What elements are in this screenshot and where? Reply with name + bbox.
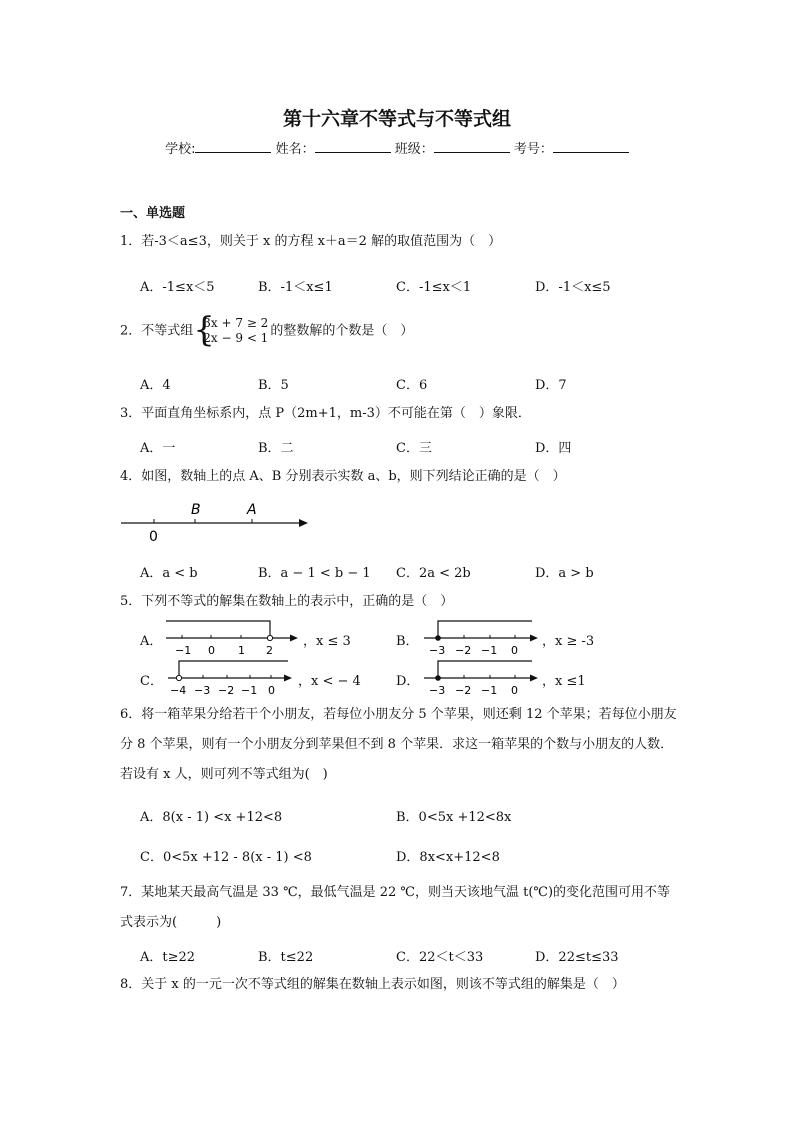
q3-option-d[interactable]: D．四	[535, 441, 572, 456]
q5-option-a-letter[interactable]: A．	[140, 634, 163, 649]
question-7: 7．某地某天最高气温是 33 ℃，最低气温是 22 ℃，则当天该地气温 t(℃)的变化范围可用不等式表示为( )	[120, 885, 671, 930]
q5b-solution-bracket	[438, 621, 532, 638]
q5d-closed-dot	[435, 675, 441, 681]
q5b-closed-dot	[435, 635, 441, 641]
q2-prefix: 2．不等式组	[120, 323, 194, 339]
q4-option-a[interactable]: A．a < b	[140, 566, 198, 581]
q2-option-d[interactable]: D．7	[535, 378, 567, 393]
q7-option-a[interactable]: A．t≥22	[140, 950, 196, 965]
q5d-tick-label: 0	[511, 684, 518, 697]
q6-option-a[interactable]: A．8(x - 1) <x +12<8	[140, 810, 283, 825]
q7-option-c[interactable]: C．22＜t＜33	[396, 950, 484, 965]
q5-option-c-inequality: ，x < − 4	[298, 674, 361, 689]
q4-number-line	[118, 498, 314, 546]
q5d-tick-label: −3	[429, 684, 446, 697]
q5-option-b-number-line[interactable]	[420, 617, 544, 657]
q5d-solution-bracket	[438, 661, 532, 678]
question-5: 5．下列不等式的解集在数轴上的表示中，正确的是（ ）	[120, 594, 454, 609]
q5c-solution-bracket	[179, 661, 288, 678]
class-blank[interactable]	[434, 140, 510, 153]
student-info-line	[0, 138, 794, 157]
q3-option-c[interactable]: C．三	[396, 441, 432, 456]
name-blank[interactable]	[315, 140, 391, 153]
section-heading: 一、单选题	[120, 206, 186, 221]
q5b-tick-label: 0	[511, 644, 518, 657]
q5c-open-dot	[176, 675, 181, 680]
q5a-open-dot	[267, 635, 272, 640]
q5-option-c-number-line[interactable]	[164, 657, 298, 697]
q5d-tick-label: −1	[481, 684, 498, 697]
q4-option-b[interactable]: B．a − 1 < b − 1	[258, 566, 371, 581]
school-label: 学校:	[165, 142, 196, 157]
q5a-tick-label: 2	[266, 644, 273, 657]
q5c-arrow	[284, 675, 292, 682]
page-title: 第十六章不等式与不等式组	[282, 108, 511, 130]
q5b-tick-label: −1	[481, 644, 498, 657]
q3-option-a[interactable]: A．一	[140, 441, 176, 456]
exam-no-label: 考号：	[513, 142, 553, 157]
q2-option-b[interactable]: B．5	[258, 378, 289, 393]
q7-option-b[interactable]: B．t≤22	[258, 950, 314, 965]
exam-no-blank[interactable]	[553, 140, 629, 153]
q3-option-b[interactable]: B．二	[258, 441, 294, 456]
q5-option-b-letter[interactable]: B．	[396, 634, 419, 649]
question-2	[120, 316, 413, 346]
question-3: 3．平面直角坐标系内，点 P（2m+1，m-3）不可能在第（ ）象限．	[120, 406, 531, 421]
q4-label-b: B	[191, 502, 201, 518]
q6-option-d[interactable]: D．8x<x+12<8	[396, 850, 500, 865]
q1-option-a[interactable]: A．-1≤x＜5	[140, 280, 215, 295]
q5b-arrow	[530, 635, 538, 642]
q2-option-c[interactable]: C．6	[396, 378, 428, 393]
q5-option-d-number-line[interactable]	[420, 657, 544, 697]
q5d-tick-label: −2	[455, 684, 472, 697]
q5-option-d-letter[interactable]: D．	[396, 674, 420, 689]
q5-option-a-inequality: ，x ≤ 3	[303, 634, 351, 649]
q6-option-c[interactable]: C．0<5x +12 - 8(x - 1) <8	[140, 850, 312, 865]
question-4: 4．如图，数轴上的点 A、B 分别表示实数 a、b，则下列结论正确的是（ ）	[120, 469, 566, 484]
name-label: 姓名：	[275, 142, 315, 157]
q5d-arrow	[530, 675, 538, 682]
q5-option-a-number-line[interactable]	[158, 617, 304, 657]
school-blank[interactable]	[195, 140, 271, 153]
q5a-tick-label: −1	[175, 644, 192, 657]
q4-option-c[interactable]: C．2a < 2b	[396, 566, 471, 581]
q4-label-0: 0	[149, 529, 158, 545]
q2-inequality-system	[195, 316, 268, 346]
q2-suffix: 的整数解的个数是（ ）	[270, 323, 414, 339]
q5-option-d-inequality: ，x ≤1	[542, 674, 586, 689]
q4-label-a: A	[247, 502, 257, 518]
q5-option-c-letter[interactable]: C．	[140, 674, 163, 689]
q1-option-b[interactable]: B．-1＜x≤1	[258, 280, 333, 295]
q5b-tick-label: −2	[455, 644, 472, 657]
q2-line2: 2x − 9 < 1	[203, 331, 269, 345]
q2-line1: { 3x + 7 ≥ 2	[203, 316, 269, 330]
q1-option-c[interactable]: C．-1≤x＜1	[396, 280, 472, 295]
q1-option-d[interactable]: D．-1＜x≤5	[535, 280, 611, 295]
q4-option-d[interactable]: D．a > b	[535, 566, 594, 581]
q2-option-a[interactable]: A．4	[140, 378, 171, 393]
q4-arrow	[299, 519, 308, 527]
q5-option-b-inequality: ，x ≥ -3	[542, 634, 595, 649]
q5a-tick-label: 1	[238, 644, 245, 657]
q5c-tick-label: −2	[218, 684, 235, 697]
q6-option-b[interactable]: B．0<5x +12<8x	[396, 810, 512, 825]
class-label: 班级：	[394, 142, 434, 157]
q5b-tick-label: −3	[429, 644, 446, 657]
question-1: 1．若-3＜a≤3，则关于 x 的方程 x＋a＝2 解的取值范围为（ ）	[120, 234, 502, 249]
q7-option-d[interactable]: D．22≤t≤33	[535, 950, 619, 965]
q5c-tick-label: −3	[194, 684, 211, 697]
q5c-tick-label: −1	[241, 684, 258, 697]
q5c-tick-label: −4	[170, 684, 187, 697]
q5a-arrow	[290, 635, 298, 642]
q5a-tick-label: 0	[208, 644, 215, 657]
question-8: 8．关于 x 的一元一次不等式组的解集在数轴上表示如图，则该不等式组的解集是（ ）	[120, 977, 625, 992]
question-6: 6．将一箱苹果分给若干个小朋友，若每位小朋友分 5 个苹果，则还剩 12 个苹果；若每位小朋友分 8 个苹果，则有一个小朋友分到苹果但不到 8 个苹果．求这一箱苹果的个数与小朋友的人数．若设有 x 人，则可列不等式组为( )	[120, 707, 677, 782]
q5c-tick-label: 0	[268, 684, 275, 697]
